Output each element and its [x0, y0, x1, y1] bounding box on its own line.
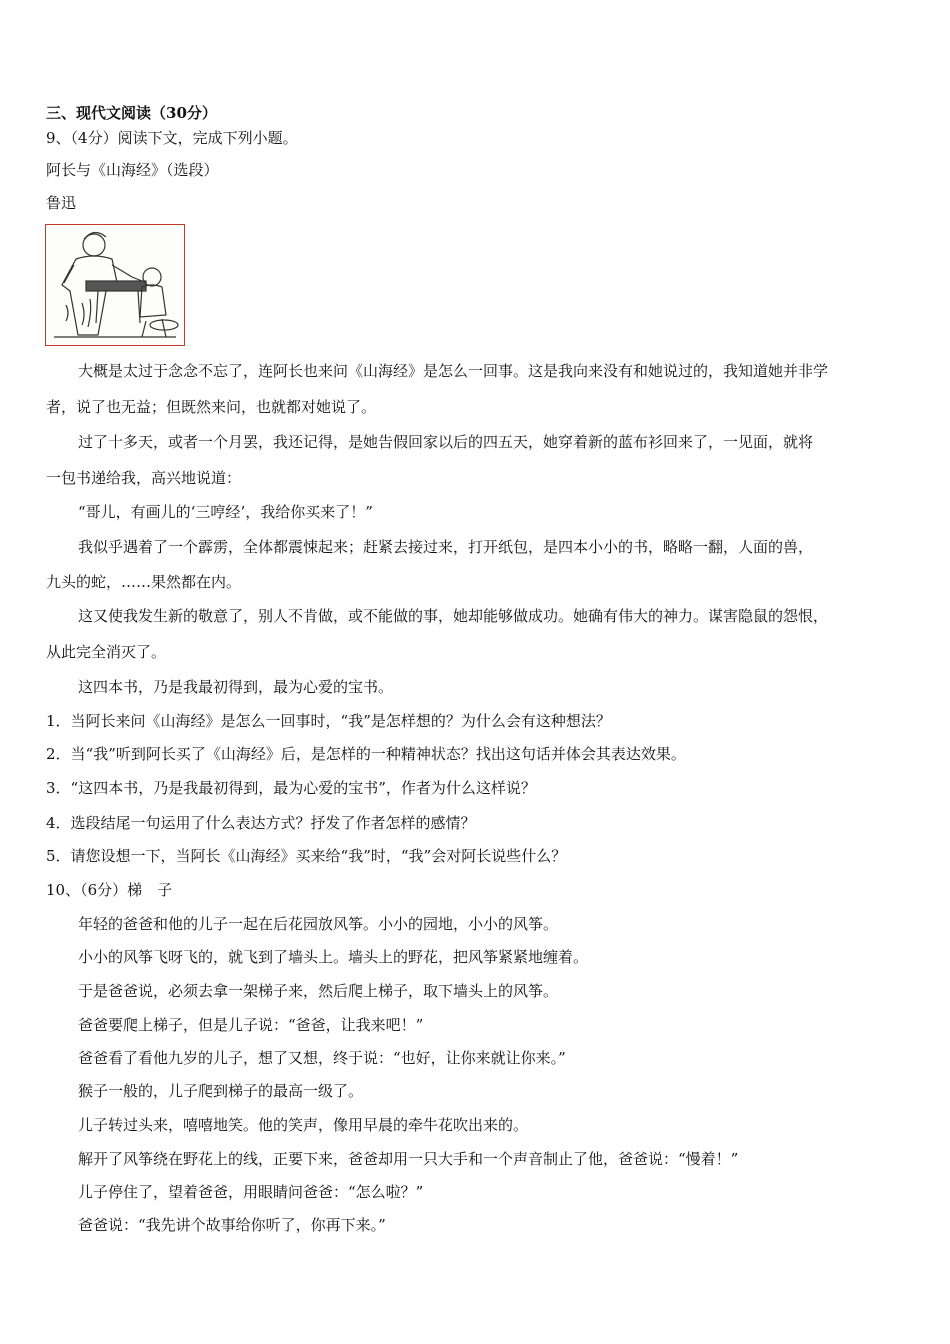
q10-paragraph-4: 爸爸要爬上梯子，但是儿子说：“爸爸，让我来吧！”: [78, 1016, 424, 1034]
q10-paragraph-9: 儿子停住了，望着爸爸，用眼睛问爸爸：“怎么啦？”: [78, 1183, 424, 1201]
q9-question-4: 4．选段结尾一句运用了什么表达方式？抒发了作者怎样的感情？: [46, 814, 476, 832]
q9-passage-author: 鲁迅: [46, 194, 77, 212]
q10-paragraph-5: 爸爸看了看他九岁的儿子，想了又想，终于说：“也好，让你来就让你来。”: [78, 1049, 566, 1067]
illustration-drawing: [46, 225, 184, 345]
q9-paragraph-3: “哥儿，有画儿的‘三哼经’，我给你买来了！”: [78, 503, 373, 521]
q10-paragraph-10: 爸爸说：“我先讲个故事给你听了，你再下来。”: [78, 1216, 386, 1234]
q9-paragraph-4-line-1: 我似乎遇着了一个霹雳，全体都震悚起来；赶紧去接过来，打开纸包，是四本小小的书，略略一翻，人面的兽，: [78, 538, 814, 556]
illustration-ah-chang-and-child: [45, 224, 185, 346]
q9-paragraph-2-line-2: 一包书递给我，高兴地说道：: [46, 469, 242, 487]
q9-paragraph-1-line-1: 大概是太过于念念不忘了，连阿长也来问《山海经》是怎么一回事。这是我向来没有和她说过的，我知道她并非学: [78, 362, 829, 380]
q9-paragraph-1-line-2: 者，说了也无益；但既然来问，也就都对她说了。: [46, 398, 377, 416]
q9-paragraph-6: 这四本书，乃是我最初得到，最为心爱的宝书。: [78, 678, 394, 696]
q10-paragraph-8: 解开了风筝绕在野花上的线，正要下来，爸爸却用一只大手和一个声音制止了他，爸爸说：“慢着！”: [78, 1150, 739, 1168]
q9-paragraph-5-line-1: 这又使我发生新的敬意了，别人不肯做，或不能做的事，她却能够做成功。她确有伟大的神力。谋害隐鼠的怨恨，: [78, 607, 829, 625]
q9-intro: 9、（4分）阅读下文，完成下列小题。: [46, 129, 298, 147]
q10-paragraph-6: 猴子一般的，儿子爬到梯子的最高一级了。: [78, 1082, 364, 1100]
q9-paragraph-2-line-1: 过了十多天，或者一个月罢，我还记得，是她告假回家以后的四五天，她穿着新的蓝布衫回来了，一见面，就将: [78, 433, 814, 451]
q10-paragraph-1: 年轻的爸爸和他的儿子一起在后花园放风筝。小小的园地，小小的风筝。: [78, 915, 559, 933]
q9-paragraph-5-line-2: 从此完全消灭了。: [46, 643, 167, 661]
q9-passage-title: 阿长与《山海经》（选段）: [46, 161, 219, 179]
q9-question-3: 3．“这四本书，乃是我最初得到，最为心爱的宝书”，作者为什么这样说？: [46, 779, 536, 797]
q10-paragraph-7: 儿子转过头来，嘻嘻地笑。他的笑声，像用早晨的牵牛花吹出来的。: [78, 1116, 529, 1134]
q10-paragraph-3: 于是爸爸说，必须去拿一架梯子来，然后爬上梯子，取下墙头上的风筝。: [78, 982, 559, 1000]
q9-question-2: 2．当“我”听到阿长买了《山海经》后，是怎样的一种精神状态？找出这句话并体会其表达效果。: [46, 745, 686, 763]
q10-paragraph-2: 小小的风筝飞呀飞的，就飞到了墙头上。墙头上的野花，把风筝紧紧地缠着。: [78, 948, 589, 966]
q10-intro: 10、（6分）梯 子: [46, 881, 173, 899]
q9-question-1: 1．当阿长来问《山海经》是怎么一回事时，“我”是怎样想的？为什么会有这种想法？: [46, 712, 611, 730]
q9-paragraph-4-line-2: 九头的蛇，……果然都在内。: [46, 573, 242, 591]
q9-question-5: 5．请您设想一下，当阿长《山海经》买来给“我”时，“我”会对阿长说些什么？: [46, 847, 567, 865]
section-heading: 三、现代文阅读（30分）: [46, 104, 217, 122]
